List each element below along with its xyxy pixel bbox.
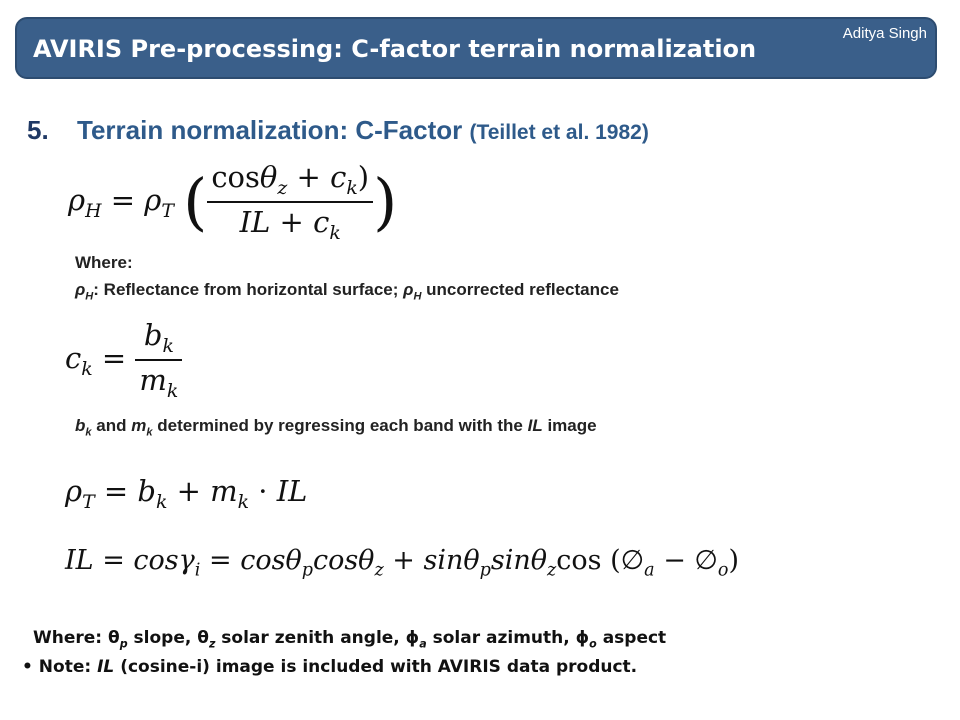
author-name: Aditya Singh xyxy=(842,25,927,42)
footer-where: Where: $\theta_p$ slope, $\theta_z$ solar zenith angle, $\phi_a$ solar azimuth, $\phi_o$ aspect xyxy=(33,628,667,651)
equation-il: IL = cosγ$_i$ = cosθ$_p$cosθ$_z$ + sinθ$_p$sinθ$_z$cos ($\emptyset_a$ − $\emptyset_o$) xyxy=(65,545,740,581)
equation-ck: $c_k$ = $\frac{b_k}{m_k}$ xyxy=(65,318,182,402)
footer-note: • Note: IL (cosine-i) image is included with AVIRIS data product. xyxy=(22,657,638,677)
equation-rho-t: $\rho_T = b_k + m_k$ · IL xyxy=(65,474,308,513)
section-heading xyxy=(27,115,649,146)
regression-note: $b_k$ and $m_k$ determined by regressing each band with the IL image xyxy=(75,416,597,439)
equation-c-factor: $\rho_H = \rho_T$ ( $\frac{\cos\theta_z + c_k)}{IL + c_k}$ ) xyxy=(68,160,398,244)
section-title: Terrain normalization: C-Factor xyxy=(77,115,463,145)
section-citation: (Teillet et al. 1982) xyxy=(469,121,649,144)
where-label: Where: xyxy=(75,253,133,272)
slide-title: AVIRIS Pre-processing: C-factor terrain normalization xyxy=(33,35,757,63)
title-bar xyxy=(15,17,937,79)
section-number: 5. xyxy=(27,115,49,145)
rho-definition: $\rho_H$: Reflectance from horizontal surface; $\rho_H$ uncorrected reflectance xyxy=(75,280,619,303)
